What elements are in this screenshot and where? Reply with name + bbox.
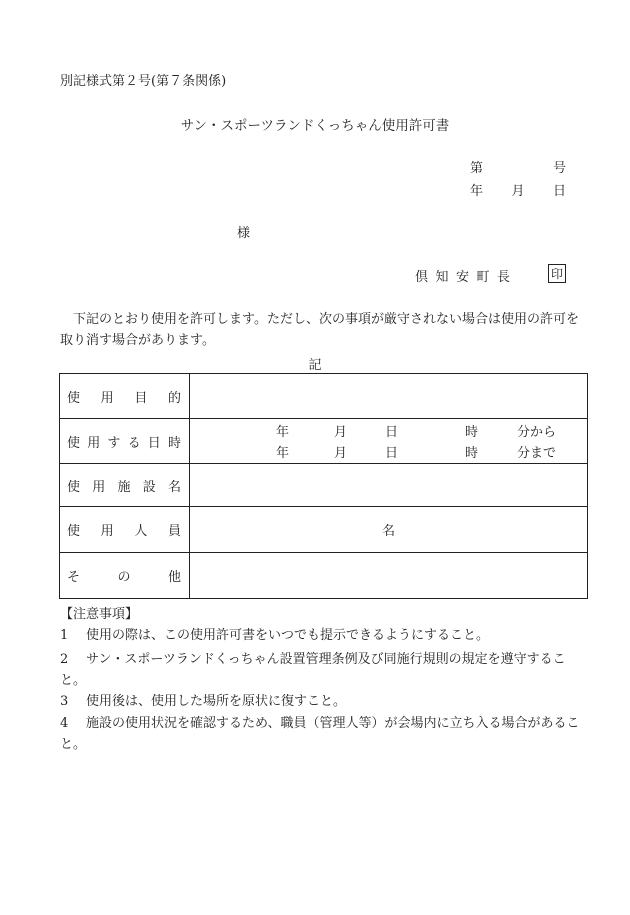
permit-number-row [470, 157, 566, 176]
label-char: 用 [87, 435, 101, 451]
form-label: 別記様式第２号(第７条関係) [60, 74, 227, 89]
persons-unit: 名 [381, 524, 395, 539]
number-suffix: 号 [552, 161, 566, 176]
label-char: 用 [100, 390, 114, 406]
note-text: 使用後は、使用した場所を原状に復すこと。 [86, 694, 347, 709]
persons-label-cell [60, 507, 190, 553]
document-title: サン・スポーツランドくっちゃん使用許可書 [180, 118, 450, 134]
date-day: 日 [552, 184, 566, 199]
label-char: 員 [167, 524, 181, 539]
end-minute: 分まで [517, 446, 557, 461]
persons-value-cell[interactable] [190, 507, 588, 553]
label-char: 使 [67, 435, 81, 451]
datetime-value-cell[interactable] [190, 419, 588, 464]
label-char: 目 [134, 390, 148, 406]
note-number: 1 [60, 628, 69, 643]
ki-heading: 記 [308, 358, 322, 373]
datetime-label-cell [60, 419, 190, 464]
end-month: 月 [334, 446, 348, 461]
note-item [60, 713, 590, 755]
other-label-cell [60, 553, 190, 599]
date-year: 年 [470, 184, 484, 199]
persons-label [67, 520, 181, 539]
label-char: そ [67, 570, 81, 585]
label-char: る [127, 435, 141, 451]
label-char: 設 [142, 479, 156, 495]
label-char: 他 [167, 570, 181, 585]
end-hour: 時 [465, 446, 479, 461]
number-prefix: 第 [470, 161, 484, 176]
seal-stamp-box: 印 [548, 264, 566, 283]
intro-text: 下記のとおり使用を許可します。ただし、次の事項が厳守されない場合は使用の許可を取り消す場合があります。 [60, 312, 579, 348]
issuer-char: 町 [476, 270, 490, 285]
label-char: の [117, 570, 131, 585]
issuer-char: 知 [435, 270, 449, 285]
label-char: 用 [100, 524, 114, 539]
issuer-char: 長 [496, 270, 510, 285]
purpose-label-cell [60, 374, 190, 419]
label-char: 日 [147, 435, 161, 451]
datetime-end-line [190, 441, 587, 462]
note-item [60, 649, 590, 691]
label-char: 人 [134, 524, 148, 539]
issuer-name [415, 266, 510, 285]
other-label [67, 566, 181, 585]
issue-date-row [470, 180, 566, 199]
notes-heading: 【注意事項】 [60, 607, 139, 622]
end-day: 日 [385, 446, 399, 461]
end-year: 年 [276, 446, 290, 461]
start-day: 日 [385, 425, 399, 440]
table-row-persons [60, 507, 588, 553]
label-char: 的 [167, 390, 181, 406]
start-minute: 分から [517, 425, 557, 440]
table-row-datetime [60, 419, 588, 464]
note-item [60, 691, 590, 712]
table-row-other [60, 553, 588, 599]
start-month: 月 [334, 425, 348, 440]
issuer-char: 安 [455, 270, 469, 285]
label-char: 用 [92, 479, 106, 495]
note-number: 4 [60, 716, 69, 731]
label-char: 名 [167, 479, 181, 495]
label-char: 時 [167, 435, 181, 451]
table-row-purpose [60, 374, 588, 419]
label-char: す [107, 435, 121, 451]
label-char: 使 [67, 524, 81, 539]
facility-value-cell[interactable] [190, 464, 588, 507]
note-text: サン・スポーツランドくっちゃん設置管理条例及び同施行規則の規定を遵守すること。 [60, 652, 566, 688]
intro-paragraph [60, 309, 590, 351]
label-char: 使 [67, 390, 81, 406]
label-char: 施 [117, 479, 131, 495]
datetime-label [67, 432, 181, 451]
note-text: 使用の際は、この使用許可書をいつでも提示できるようにすること。 [86, 628, 490, 643]
date-month: 月 [511, 184, 525, 199]
start-hour: 時 [465, 425, 479, 440]
note-text: 施設の使用状況を確認するため、職員（管理人等）が会場内に立ち入る場合があること。 [60, 716, 580, 752]
issuer-char: 倶 [415, 270, 429, 285]
note-item [60, 625, 590, 646]
table-row-facility [60, 464, 588, 507]
permit-table [59, 373, 588, 599]
purpose-label [67, 387, 181, 406]
start-year: 年 [276, 425, 290, 440]
addressee-suffix: 様 [237, 226, 251, 241]
facility-label-cell [60, 464, 190, 507]
datetime-start-line [190, 420, 587, 441]
other-value-cell[interactable] [190, 553, 588, 599]
facility-label [67, 476, 181, 495]
label-char: 使 [67, 479, 81, 495]
purpose-value-cell[interactable] [190, 374, 588, 419]
note-number: 2 [60, 652, 69, 667]
note-number: 3 [60, 694, 69, 709]
